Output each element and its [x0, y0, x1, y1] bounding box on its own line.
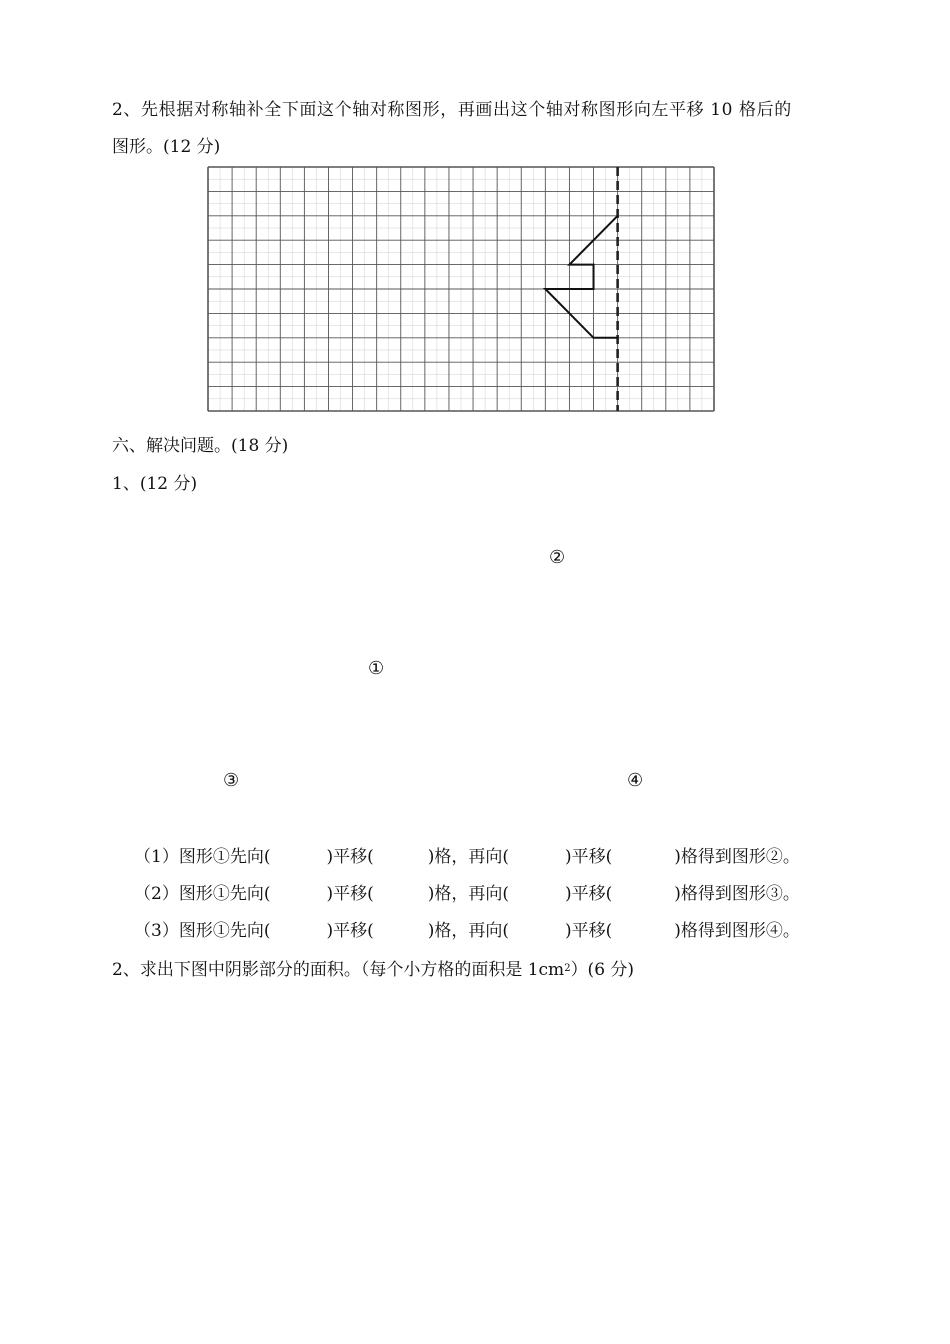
sentence-text: )格得到图形④。 [674, 921, 800, 941]
problem2-text-end: ）(6 分) [570, 960, 635, 980]
sentence-text: （3）图形①先向( [134, 921, 271, 941]
sub-question-2 [134, 883, 800, 905]
sentence-text: )格得到图形②。 [674, 847, 800, 867]
sub-question-3 [134, 920, 800, 942]
shape4-label: ④ [627, 770, 644, 791]
sentence-text: )平移( [564, 847, 613, 867]
sentence-text: （1）图形①先向( [134, 847, 271, 867]
problem1-title: 1、(12 分) [112, 474, 198, 494]
sentence-text: )平移( [326, 884, 374, 904]
grid-svg [207, 166, 715, 412]
sentence-text: )格，再向( [427, 884, 509, 904]
shape1-label: ① [368, 658, 385, 679]
question2-line2: 图形。(12 分) [112, 137, 221, 157]
question2-line1: 2、先根据对称轴补全下面这个轴对称图形，再画出这个轴对称图形向左平移 10 格后的 [112, 100, 792, 120]
sentence-text: )格，再向( [427, 847, 509, 867]
grid-figure [207, 166, 715, 412]
shape3-label: ③ [223, 770, 240, 791]
sentence-text: )平移( [564, 884, 613, 904]
unit-superscript: 2 [564, 963, 571, 974]
sentence-text: )平移( [564, 921, 613, 941]
sub-question-1 [134, 846, 800, 868]
sentence-text: )平移( [326, 921, 374, 941]
problem2-text: 2、求出下图中阴影部分的面积。（每个小方格的面积是 1cm [112, 960, 565, 980]
section6-title: 六、解决问题。(18 分) [112, 436, 289, 456]
sentence-text: )格得到图形③。 [674, 884, 800, 904]
sentence-text: )平移( [326, 847, 374, 867]
problem2-title [112, 958, 634, 981]
shape2-label: ② [549, 547, 566, 568]
sentence-text: （2）图形①先向( [134, 884, 271, 904]
sentence-text: )格，再向( [427, 921, 509, 941]
